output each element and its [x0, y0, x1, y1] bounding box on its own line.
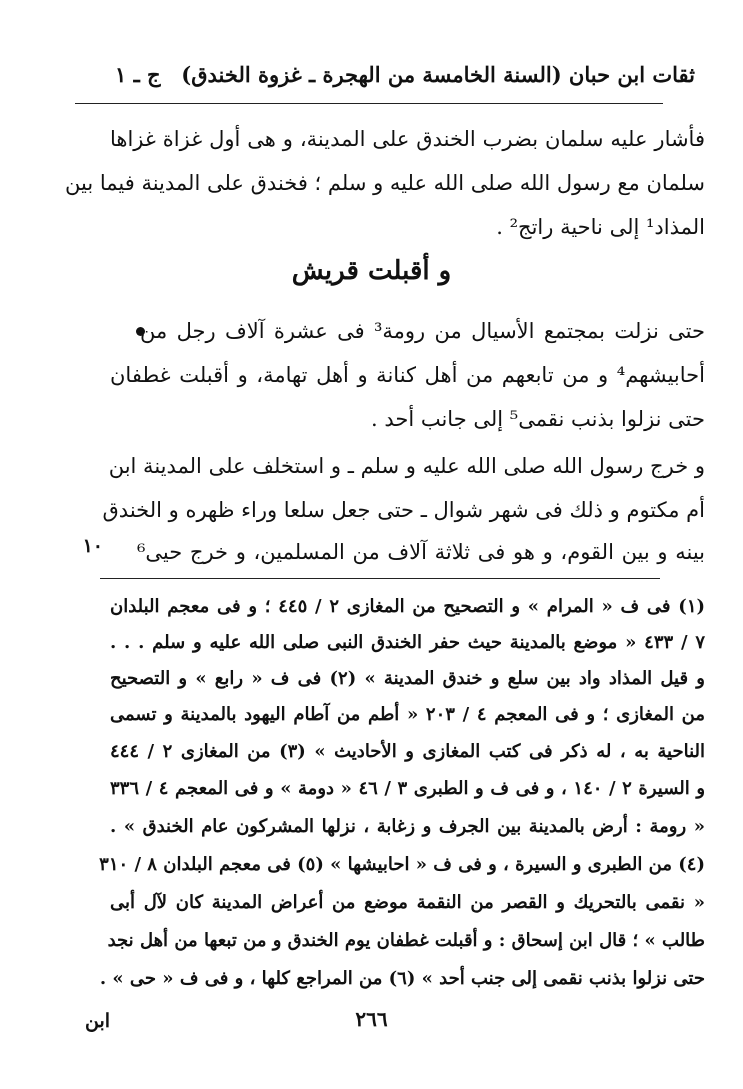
- footnote-line: و قيل المذاد واد بين سلع و خندق المدينة » (٢) فى ف « رابع » و التصحيح: [110, 668, 705, 689]
- body-line: بينه و بين القوم، و هو فى ثلاثة آلاف من المسلمين، و خرج حيى⁶: [137, 540, 705, 564]
- footnote-rule: [100, 578, 660, 579]
- page-number: ٢٦٦: [355, 1007, 388, 1031]
- footnote-line: طالب » ؛ قال ابن إسحاق : و أقبلت غطفان يوم الخندق و من تبعها من أهل نجد: [107, 930, 705, 951]
- body-line: سلمان مع رسول الله صلى الله عليه و سلم ؛ فخندق على المدينة فيما بين: [65, 171, 705, 195]
- header-volume: ج ـ ١: [115, 62, 161, 87]
- header-rule: [75, 103, 663, 104]
- body-line: أحابيشهم⁴ و من تابعهم من أهل كنانة و أهل تهامة، و أقبلت غطفان: [110, 363, 705, 387]
- body-line: حتى نزلت بمجتمع الأسيال من رومة³ فى عشرة آلاف رجل من: [140, 319, 705, 343]
- body-line: أم مكتوم و ذلك فى شهر شوال ـ حتى جعل سلعا وراء ظهره و الخندق: [102, 498, 705, 522]
- footnote-line: الناحية به ، له ذكر فى كتب المغازى و الأحاديث » (٣) من المغازى ٢ / ٤٤٤: [110, 741, 706, 762]
- running-header: [115, 58, 695, 94]
- footnote-line: ٧ / ٤٣٣ « موضع بالمدينة حيث حفر الخندق النبى صلى الله عليه و سلم . . .: [110, 632, 706, 653]
- footnote-line: (٤) من الطبرى و السيرة ، و فى ف « احابيشها » (٥) فى معجم البلدان ٨ / ٣١٠: [99, 854, 705, 875]
- body-line: المذاد¹ إلى ناحية راتج² .: [496, 215, 705, 239]
- catchword: ابن: [85, 1010, 111, 1032]
- body-line: حتى نزلوا بذنب نقمى⁵ إلى جانب أحد .: [370, 407, 705, 431]
- footnote-line: « رومة : أرض بالمدينة بين الجرف و زغابة ، نزلها المشركون عام الخندق » .: [110, 816, 705, 837]
- footnote-line: « نقمى بالتحريك و القصر من النقمة موضع من أعراض المدينة كان لآل أبى: [110, 892, 705, 913]
- header-title: ثقات ابن حبان (السنة الخامسة من الهجرة ـ غزوة الخندق): [181, 62, 695, 87]
- body-line: و خرج رسول الله صلى الله عليه و سلم ـ و استخلف على المدينة ابن: [108, 454, 705, 478]
- footnote-line: حتى نزلوا بذنب نقمى إلى جنب أحد » (٦) من المراجع كلها ، و فى ف « حى » .: [99, 968, 705, 989]
- footnote-line: و السيرة ٢ / ١٤٠ ، و فى ف و الطبرى ٣ / ٤٦ « دومة » و فى المعجم ٤ / ٣٣٦: [110, 778, 706, 799]
- line-number: ١٠: [82, 535, 103, 557]
- body-line: فأشار عليه سلمان بضرب الخندق على المدينة، و هى أول غزاة غزاها: [110, 127, 705, 151]
- footnote-line: من المغازى ؛ و فى المعجم ٤ / ٢٠٣ « أطم من آطام اليهود بالمدينة و تسمى: [110, 704, 705, 725]
- footnote-line: (١) فى ف « المرام » و التصحيح من المغازى ٢ / ٤٤٥ ؛ و فى معجم البلدان: [110, 596, 706, 617]
- section-heading: و أقبلت قريش: [291, 256, 452, 286]
